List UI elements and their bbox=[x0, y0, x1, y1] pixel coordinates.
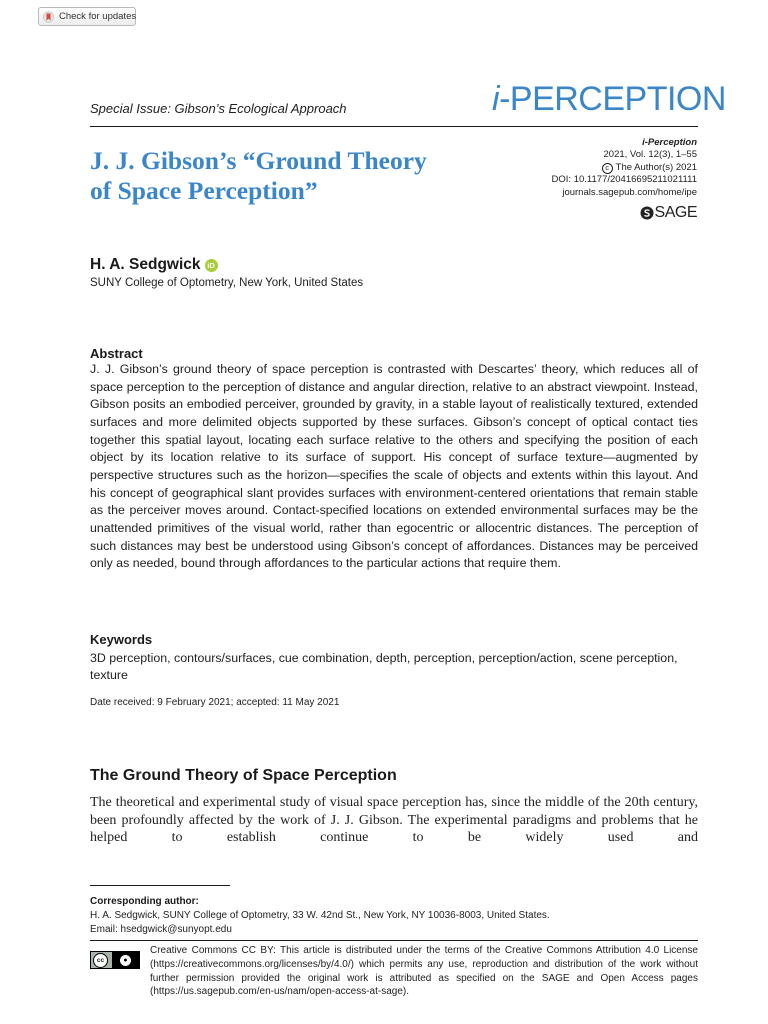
cc-icon: cc bbox=[93, 953, 108, 968]
journal-info bbox=[552, 137, 697, 199]
copyright-icon: c bbox=[602, 163, 613, 174]
sage-logo bbox=[640, 204, 697, 222]
doi[interactable]: DOI: 10.1177/20416695211021111 bbox=[551, 174, 697, 186]
journal-brand[interactable] bbox=[492, 80, 726, 119]
person-icon: ● bbox=[120, 955, 131, 966]
section-paragraph: The theoretical and experimental study of visual space perception has, since the middle of the 20th century, been profoundly affected by the work of J. J. Gibson. The experimental paradigms and problems that he helped to establish continue to be widely used and bbox=[90, 795, 698, 846]
journal-url[interactable]: journals.sagepub.com/home/ipe bbox=[562, 186, 697, 198]
title-line-2: of Space Perception” bbox=[90, 176, 318, 205]
license-text: Creative Commons CC BY: This article is distributed under the terms of the Creative Commons Attribution 4.0 License (https://creativecommons.org/licenses/by/4.0/) which permits any use, reproduction and distribution of the work without further permission provided the original work is attributed as specified on the SAGE and Open Access pages (https://us.sagepub.com/en-us/nam/open-access-at-sage). bbox=[150, 945, 698, 998]
abstract-heading: Abstract bbox=[90, 346, 143, 361]
keywords-text: 3D perception, contours/surfaces, cue combination, depth, perception, perception/action, scene perception, texture bbox=[90, 651, 678, 682]
date-received: Date received: 9 February 2021; accepted: 11 May 2021 bbox=[90, 697, 340, 708]
sage-s-icon bbox=[640, 206, 654, 220]
corresponding-author-heading: Corresponding author: bbox=[90, 896, 199, 907]
cc-by-badge[interactable] bbox=[90, 951, 140, 969]
author-line bbox=[90, 256, 218, 274]
footnote-rule bbox=[90, 885, 230, 886]
brand-rest: -PERCEPTION bbox=[499, 80, 726, 118]
brand-i: i bbox=[492, 80, 500, 118]
corresponding-author-address: H. A. Sedgwick, SUNY College of Optometry, 33 W. 42nd St., New York, NY 10036-8003, United States. bbox=[90, 910, 550, 921]
article-title bbox=[90, 146, 510, 206]
check-for-updates-label: Check for updates bbox=[59, 11, 137, 22]
journal-name: i-Perception bbox=[642, 137, 697, 148]
copyright-line bbox=[602, 162, 697, 174]
sage-wordmark: SAGE bbox=[654, 204, 697, 221]
section-text bbox=[90, 794, 698, 847]
special-issue-label: Special Issue: Gibson’s Ecological Approach bbox=[90, 101, 347, 116]
check-for-updates-button[interactable] bbox=[38, 7, 136, 26]
license-rule bbox=[90, 940, 698, 941]
journal-volume: 2021, Vol. 12(3), 1–55 bbox=[603, 149, 697, 161]
title-line-1: J. J. Gibson’s “Ground Theory bbox=[90, 146, 427, 175]
author-name[interactable]: H. A. Sedgwick bbox=[90, 256, 201, 273]
orcid-icon[interactable]: iD bbox=[205, 259, 218, 272]
author-affiliation: SUNY College of Optometry, New York, United States bbox=[90, 277, 364, 289]
section-heading: The Ground Theory of Space Perception bbox=[90, 767, 397, 784]
by-section bbox=[112, 952, 139, 968]
bookmark-icon bbox=[43, 11, 54, 23]
header-rule bbox=[90, 126, 698, 127]
corresponding-author-email[interactable]: Email: hsedgwick@sunyopt.edu bbox=[90, 924, 232, 935]
abstract-text: J. J. Gibson’s ground theory of space perception is contrasted with Descartes’ theory, which reduces all of space perception to the perception of distance and angular direction, relative to an abstract viewpoint. Instead, Gibson posits an embodied perceiver, grounded by gravity, in a stable layout of realistically textured, extended surfaces and more delimited objects supported by these surfaces. Gibson’s concept of optical contact ties together this spatial layout, locating each surface relative to the others and specifying the position of each object by its location relative to its surface of support. His concept of surface texture—augmented by perspective structures such as the horizon—specifies the scale of objects and extents within this layout. And his concept of geographical slant provides surfaces with environment-centered orientations that remain stable as the perceiver moves around. Contact-specified locations on extended environmental surfaces may be the unattended primitives of the visual world, rather than egocentric or allocentric distances. The perception of such distances may best be understood using Gibson’s concept of affordances. Distances may be perceived only as needed, bound through affordances to the particular actions that require them. bbox=[90, 362, 698, 571]
copyright-text: The Author(s) 2021 bbox=[615, 161, 697, 173]
keywords-heading: Keywords bbox=[90, 632, 153, 647]
